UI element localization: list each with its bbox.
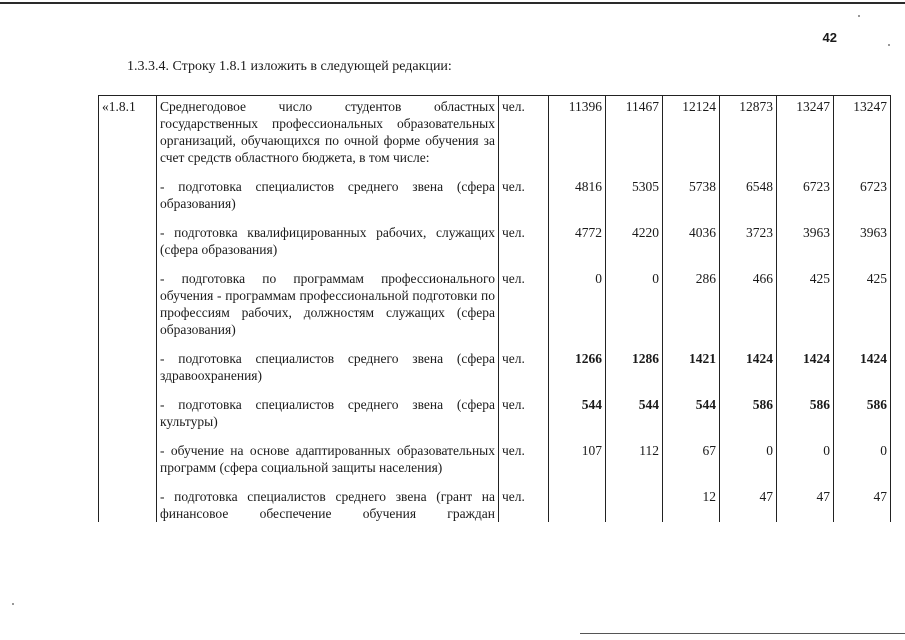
value-cell: 544 — [549, 394, 606, 440]
value-cell: 112 — [606, 440, 663, 486]
value-cell: 6548 — [720, 176, 777, 222]
top-rule — [0, 2, 905, 4]
value-cell: 67 — [663, 440, 720, 486]
row-description: - подготовка квалифицированных рабочих, служащих (сфера образования) — [157, 222, 499, 268]
row-unit: чел. — [499, 348, 549, 394]
row-unit: чел. — [499, 96, 549, 177]
row-code — [99, 394, 157, 440]
row-description: - подготовка по программам профессионального обучения - программам профессиональной подготовки по профессиям рабочих, должностям служащих (сфера образования) — [157, 268, 499, 348]
value-cell: 286 — [663, 268, 720, 348]
value-cell: 0 — [834, 440, 891, 486]
value-cell: 586 — [720, 394, 777, 440]
value-cell: 11467 — [606, 96, 663, 177]
row-description: - подготовка специалистов среднего звена (сфера культуры) — [157, 394, 499, 440]
scan-speck — [858, 15, 860, 17]
value-cell: 47 — [777, 486, 834, 522]
table-row — [99, 394, 891, 440]
value-cell: 1266 — [549, 348, 606, 394]
value-cell: 3723 — [720, 222, 777, 268]
value-cell: 544 — [663, 394, 720, 440]
value-cell: 544 — [606, 394, 663, 440]
value-cell: 3963 — [834, 222, 891, 268]
value-cell: 4772 — [549, 222, 606, 268]
table-row — [99, 268, 891, 348]
value-cell: 1424 — [777, 348, 834, 394]
scan-speck — [12, 603, 14, 605]
value-cell: 466 — [720, 268, 777, 348]
value-cell: 0 — [549, 268, 606, 348]
value-cell: 6723 — [777, 176, 834, 222]
intro-text: 1.3.3.4. Строку 1.8.1 изложить в следующей редакции: — [127, 59, 452, 74]
value-cell: 12873 — [720, 96, 777, 177]
row-code — [99, 348, 157, 394]
value-cell: 6723 — [834, 176, 891, 222]
row-code: «1.8.1 — [99, 96, 157, 177]
value-cell: 11396 — [549, 96, 606, 177]
table-row — [99, 348, 891, 394]
value-cell: 0 — [777, 440, 834, 486]
row-code — [99, 222, 157, 268]
value-cell: 1424 — [834, 348, 891, 394]
value-cell: 13247 — [834, 96, 891, 177]
bottom-rule — [580, 633, 905, 634]
value-cell: 4816 — [549, 176, 606, 222]
row-description: - обучение на основе адаптированных образовательных программ (сфера социальной защиты населения) — [157, 440, 499, 486]
value-cell: 1421 — [663, 348, 720, 394]
table-row — [99, 96, 891, 177]
row-unit: чел. — [499, 440, 549, 486]
value-cell: 12 — [663, 486, 720, 522]
value-cell: 47 — [720, 486, 777, 522]
table-row — [99, 222, 891, 268]
row-unit: чел. — [499, 394, 549, 440]
row-unit: чел. — [499, 176, 549, 222]
table-row — [99, 176, 891, 222]
value-cell: 5738 — [663, 176, 720, 222]
value-cell: 586 — [834, 394, 891, 440]
value-cell: 425 — [777, 268, 834, 348]
value-cell: 4036 — [663, 222, 720, 268]
scan-speck — [888, 44, 890, 46]
indicator-table — [98, 95, 891, 522]
table-row — [99, 440, 891, 486]
value-cell: 1424 — [720, 348, 777, 394]
page-number: 42 — [822, 30, 837, 45]
value-cell: 12124 — [663, 96, 720, 177]
row-unit: чел. — [499, 268, 549, 348]
value-cell: 425 — [834, 268, 891, 348]
row-code — [99, 440, 157, 486]
value-cell: 0 — [720, 440, 777, 486]
row-code — [99, 176, 157, 222]
row-description: - подготовка специалистов среднего звена (сфера здравоохранения) — [157, 348, 499, 394]
row-description: Среднегодовое число студентов областных государственных профессиональных образовательных организаций, обучающихся по очной форме обучения за счет средств областного бюджета, в том числе: — [157, 96, 499, 177]
table-row — [99, 486, 891, 522]
row-unit: чел. — [499, 222, 549, 268]
value-cell — [549, 486, 606, 522]
value-cell — [606, 486, 663, 522]
value-cell: 13247 — [777, 96, 834, 177]
row-code — [99, 486, 157, 522]
row-description: - подготовка специалистов среднего звена (сфера образования) — [157, 176, 499, 222]
row-description: - подготовка специалистов среднего звена (грант на финансовое обеспечение обучения граждан — [157, 486, 499, 522]
value-cell: 5305 — [606, 176, 663, 222]
value-cell: 0 — [606, 268, 663, 348]
row-code — [99, 268, 157, 348]
value-cell: 3963 — [777, 222, 834, 268]
row-unit: чел. — [499, 486, 549, 522]
value-cell: 4220 — [606, 222, 663, 268]
value-cell: 1286 — [606, 348, 663, 394]
value-cell: 107 — [549, 440, 606, 486]
value-cell: 586 — [777, 394, 834, 440]
value-cell: 47 — [834, 486, 891, 522]
